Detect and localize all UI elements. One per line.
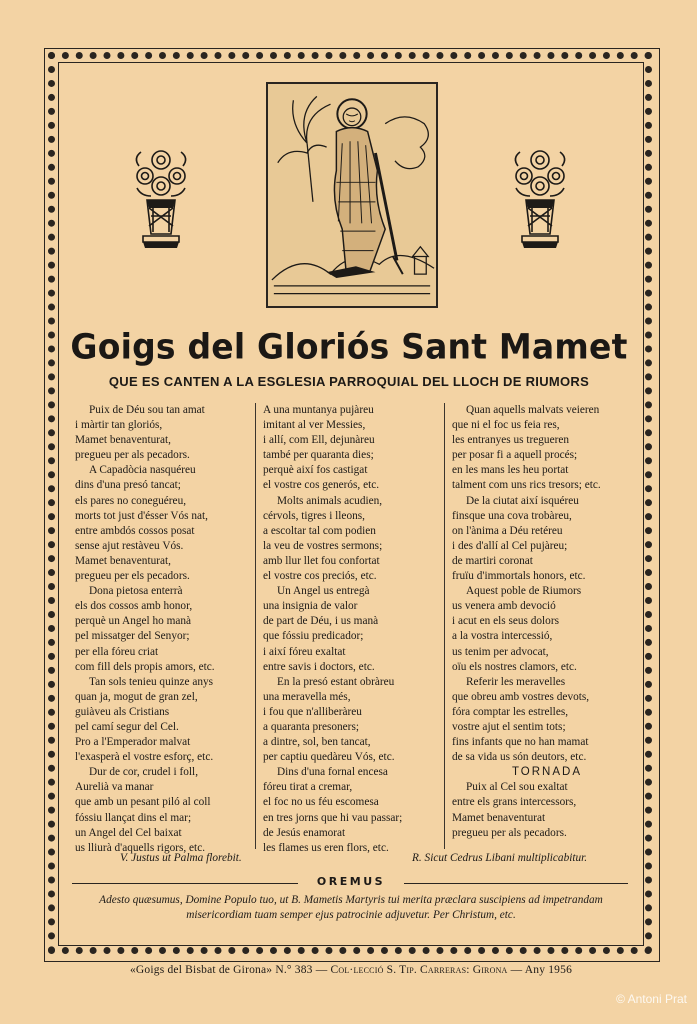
verse-line: Aquest poble de Riumors (466, 585, 582, 598)
verse-line: Quan aquells malvats veieren (466, 404, 600, 416)
verse-line: Molts animals acudien, (277, 494, 383, 507)
flower-vase-icon (131, 146, 191, 250)
verse-line: morts tot just d'ésser Vós nat, (75, 509, 208, 522)
verse-line: entre els grans intercessors, (452, 796, 577, 809)
verse-line: que ni el foc us feia res, (452, 419, 560, 432)
verse-line: quan ja, mogut de gran zel, (75, 690, 198, 703)
verse-line: un Angel del Cel baixat (75, 826, 182, 839)
verse-line: i així fóreu exaltat (263, 645, 346, 658)
verse-line: Aurelià va manar (75, 781, 154, 794)
verse-line: us lliurà d'aquells rigors, etc. (75, 841, 206, 854)
verse-line: una meravella més, (263, 690, 351, 703)
verse-line: i acut en els seus dolors (452, 615, 559, 628)
verse-line: Referir les meravelles (466, 675, 566, 688)
verse-line: de part de Déu, i us manà (263, 615, 379, 628)
verse-line: per captiu quedàreu Vós, etc. (263, 751, 395, 764)
verse-line: i fou que n'alliberàreu (263, 705, 362, 718)
verse-line: Mamet benaventurat, (75, 554, 171, 567)
verse-line: cérvols, tigres i lleons, (263, 509, 365, 522)
verse-line: a escoltar tal com podien (263, 524, 376, 537)
response: R. Sicut Cedrus Libani multiplicabitur. (412, 852, 588, 864)
verse-line: i allí, com Ell, dejunàreu (263, 434, 375, 447)
verse-line: fins infants que no han mamat (452, 736, 589, 749)
footer-separator: — (507, 964, 525, 976)
verse-line: talment com uns rics tresors; etc. (452, 479, 601, 492)
verse-line: guiàveu als Cristians (75, 705, 170, 718)
footer-series: «Goigs del Bisbat de Girona» N.° 383 (129, 964, 313, 976)
verse-line: De la ciutat així isquéreu (466, 494, 579, 507)
footer-separator: — (312, 964, 331, 976)
verse-line: les flames us eren flors, etc. (263, 841, 389, 854)
verse-line: que amb un pesant piló al coll (75, 796, 211, 809)
verse-line: pregueu per als pecadors. (75, 449, 190, 462)
verse-line: el vostre cos preciós, etc. (263, 570, 377, 583)
verse-line: amb llur llet fou confortat (263, 554, 380, 567)
verse-line: us venera amb devoció (452, 600, 556, 613)
flower-vase-icon (510, 146, 570, 250)
verse-line: i des d'allí al Cel pujàreu; (452, 539, 568, 552)
verse-line: Dur de cor, crudel i foll, (89, 766, 199, 779)
verse-line: la veu de vostres sermons; (263, 539, 383, 552)
copyright-watermark: © Antoni Prat (616, 992, 687, 1006)
verse-line: fóra comptar les estrelles, (452, 705, 569, 718)
verse-line: que obreu amb vostres devots, (452, 690, 590, 703)
verse-line: Mamet benaventurat (452, 811, 546, 824)
verse-line: Puix de Déu sou tan amat (89, 404, 205, 416)
verse-line: pregueu per als pecadors. (452, 826, 567, 839)
verse-line: Dins d'una fornal encesa (277, 766, 388, 779)
page-title: Goigs del Gloriós Sant Mamet (70, 326, 628, 367)
verse-line: pregueu per els pecadors. (75, 570, 190, 583)
verse-line: Pro a l'Emperador malvat (75, 736, 191, 749)
verse-line: perquè així fos castigat (263, 464, 368, 477)
column-divider (444, 403, 445, 849)
saint-woodcut-icon (266, 82, 438, 308)
verse-line: a la vostra intercessió, (452, 630, 553, 643)
verse-line: Tan sols tenieu quinze anys (89, 675, 214, 688)
verse-line: el foc no us féu escomesa (263, 796, 379, 809)
verse-line: fóssiu llançat dins el mar; (75, 811, 192, 824)
verse-line: a dintre, sol, ben tancat, (263, 736, 371, 749)
footer-collection: Col·lecció S. Tip. Carreras: Girona (330, 964, 508, 976)
verse-line: a quaranta presoners; (263, 720, 359, 733)
verse-line: Dona pietosa enterrà (89, 585, 183, 598)
verse-line: els dos cossos amb honor, (75, 600, 193, 613)
verse-line: pel missatger del Senyor; (75, 630, 190, 643)
verse-column-1 (75, 403, 261, 856)
verse-line: de martiri coronat (452, 554, 533, 567)
verse-line: finsque una cova trobàreu, (452, 509, 572, 522)
verse-line: imitant al ver Messies, (263, 419, 366, 432)
verse-line: vostre ajut el sentim tots; (452, 720, 566, 733)
verse-line: oïu els nostres clamors, etc. (452, 660, 577, 673)
verse-line: per ella fóreu criat (75, 645, 159, 658)
verse-line: l'exasperà el vostre esforç, etc. (75, 751, 214, 764)
verse-line: de Jesús enamorat (263, 826, 346, 839)
verse-line: els pares no coneguéreu, (75, 494, 187, 507)
verse-line: Mamet benaventurat, (75, 434, 171, 447)
verse-line: pel camí segur del Cel. (75, 720, 179, 733)
verse-line: A una muntanya pujàreu (263, 404, 374, 416)
verse-line: fruïu d'immortals honors, etc. (452, 570, 586, 583)
oremus-heading-row (72, 875, 628, 891)
verse-line: en tres jorns que hi vau passar; (263, 811, 403, 824)
verse-line: dins d'una presó tancat; (75, 479, 181, 492)
footer-year: Any 1956 (524, 964, 573, 976)
divider (72, 883, 298, 884)
verse-line: sense ajut restàveu Vós. (75, 539, 184, 552)
verse-line: que fóssiu predicador; (263, 630, 364, 643)
verse-line: us tenim per advocat, (452, 645, 549, 658)
footer (44, 964, 658, 976)
verse-line: entre savis i doctors, etc. (263, 660, 375, 673)
verse-line: fóreu tirat a cremar, (263, 781, 353, 794)
verse-column-3 (452, 403, 642, 841)
verse-line: Puix al Cel sou exaltat (466, 781, 568, 794)
verse-line: on l'ànima a Déu retéreu (452, 524, 563, 537)
prayer-text: Adesto quæsumus, Domine Populo tuo, ut B. Mametis Martyris tui merita præclara suscipiens ad impetrandam misericordiam tuam semper ejus patrocinie adjuvetur. Per Christum, etc. (99, 894, 603, 921)
verse-line: una insignia de valor (263, 600, 358, 613)
verse-line: En la presó estant obràreu (277, 675, 395, 688)
verse-line: el vostre cos generós, etc. (263, 479, 380, 492)
divider (404, 883, 628, 884)
verse-line: A Capadòcia nasquéreu (89, 464, 196, 477)
verse-line: i màrtir tan gloriós, (75, 419, 163, 432)
verse-column-2 (263, 403, 443, 856)
verse-line: com fill dels propis amors, etc. (75, 660, 215, 673)
verse-line: entre ambdós cossos posat (75, 524, 195, 537)
tornada-heading: TORNADA (511, 766, 583, 779)
versicle: V. Justus ut Palma florebit. (120, 852, 242, 864)
verse-line: perquè un Angel ho manà (75, 615, 192, 628)
verse-line: també per quaranta dies; (263, 449, 374, 462)
verse-line: en les mans les heu portat (452, 464, 569, 477)
verse-line: Un Angel us entregà (277, 585, 370, 598)
verse-line: les entranyes us tregueren (452, 434, 570, 447)
page-subtitle: QUE ES CANTEN A LA ESGLESIA PARROQUIAL DEL LLOCH DE RIUMORS (108, 374, 590, 389)
oremus-heading: OREMUS (316, 875, 386, 888)
verse-line: per posar fi a aquell procés; (452, 449, 578, 462)
verse-line: de sa vida us són deutors, etc. (452, 751, 587, 764)
